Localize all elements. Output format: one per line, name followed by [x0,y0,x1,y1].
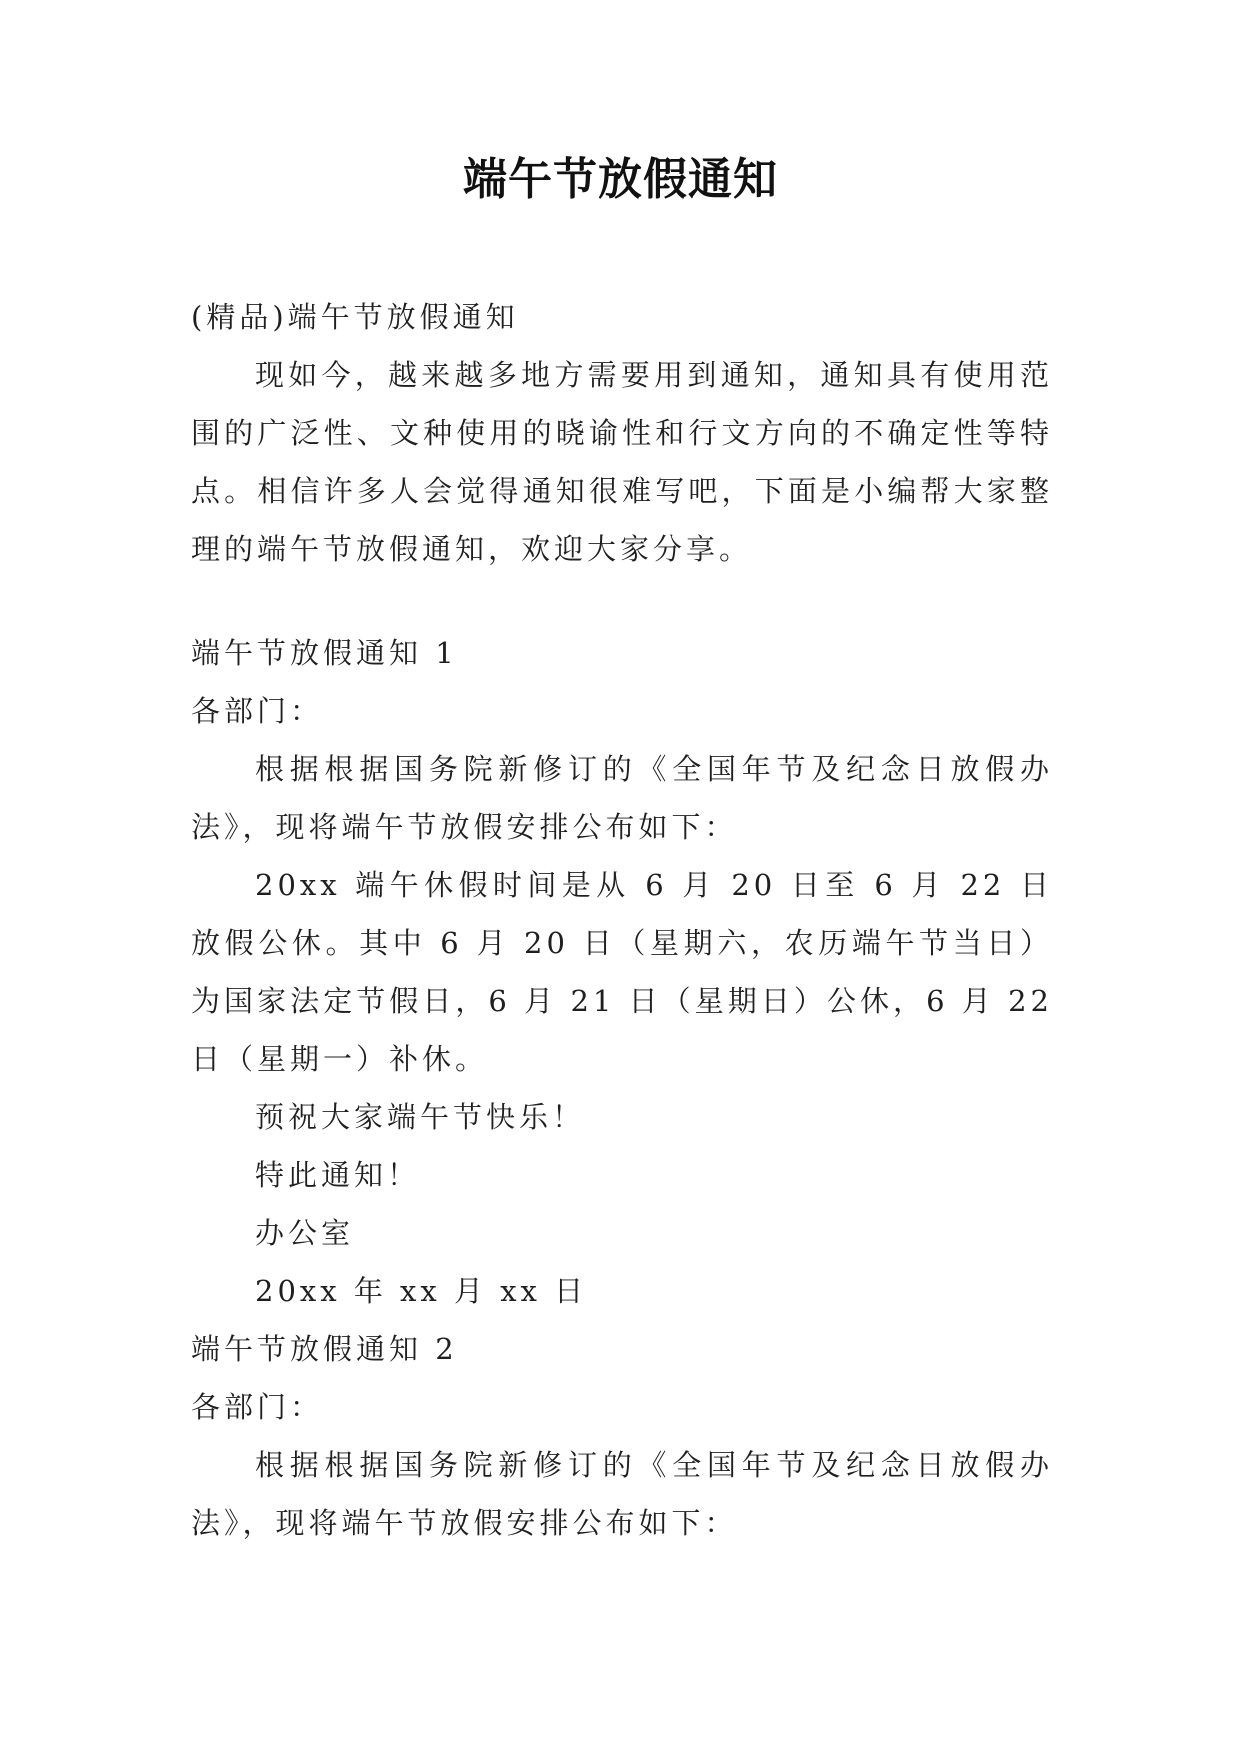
notice1-paragraph-1: 根据根据国务院新修订的《全国年节及纪念日放假办法》，现将端午节放假安排公布如下： [191,752,1053,844]
subtitle-line: (精品)端午节放假通知 [191,300,519,334]
notice1-paragraph-2: 20xx 端午休假时间是从 6 月 20 日至 6 月 22 日放假公休。其中 6 月 20 日（星期六，农历端午节当日）为国家法定节假日，6 月 21 日（星期日）公休，6 月 22 日（星期一）补休。 [191,868,1053,1076]
notice2-heading: 端午节放假通知 2 [191,1332,458,1366]
notice1-heading: 端午节放假通知 1 [191,636,458,670]
document-title: 端午节放假通知 [463,154,778,205]
notice1-closing: 特此通知！ [255,1158,421,1192]
notice1-date: 20xx 年 xx 月 xx 日 [255,1274,588,1308]
intro-paragraph: 现如今，越来越多地方需要用到通知，通知具有使用范围的广泛性、文种使用的晓谕性和行文方向的不确定性等特点。相信许多人会觉得通知很难写吧，下面是小编帮大家整理的端午节放假通知，欢迎大家分享。 [191,358,1053,566]
notice1-signer: 办公室 [255,1216,355,1250]
notice2-salutation: 各部门： [191,1390,324,1424]
document-body [191,288,1053,1552]
notice2-paragraph-1: 根据根据国务院新修订的《全国年节及纪念日放假办法》，现将端午节放假安排公布如下： [191,1448,1053,1540]
notice1-salutation: 各部门： [191,694,324,728]
notice1-wish: 预祝大家端午节快乐！ [255,1100,586,1134]
section-gap [191,578,1053,624]
